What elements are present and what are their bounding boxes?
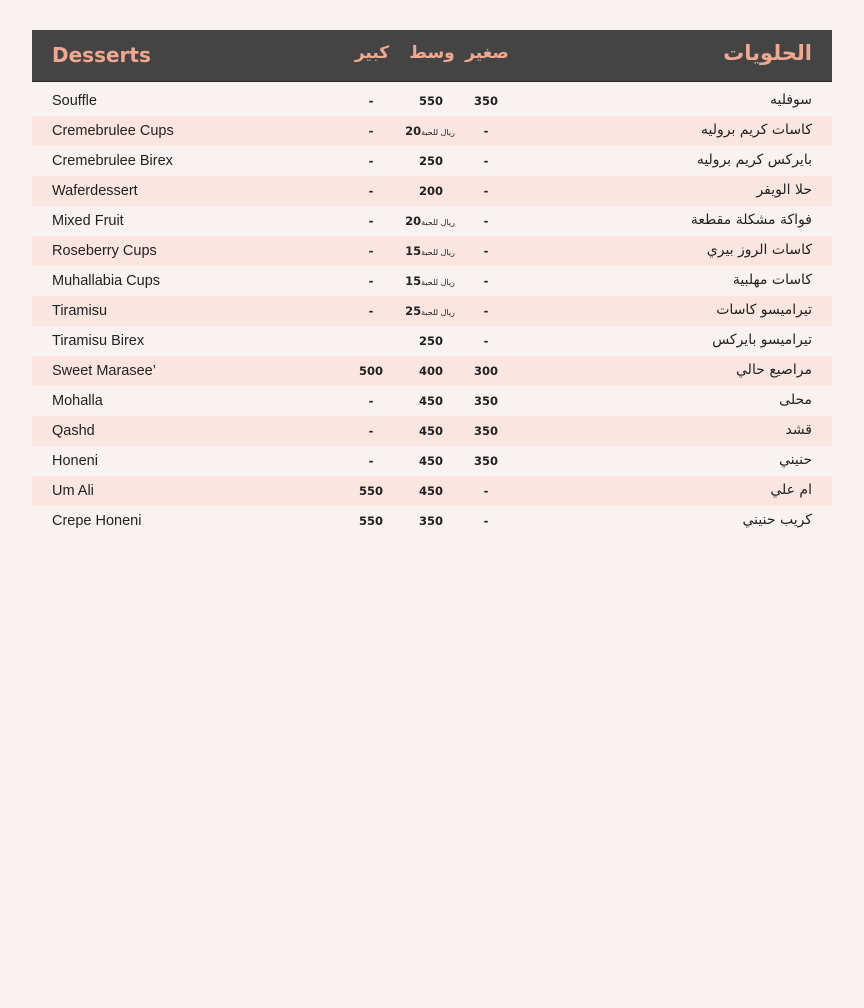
price-medium: 350	[418, 514, 443, 528]
price-small: 350	[473, 424, 498, 438]
price-medium: 250	[418, 334, 443, 348]
price-large: 500	[358, 364, 383, 378]
price-medium-value: 20	[405, 214, 422, 228]
price-small: -	[483, 244, 489, 258]
item-name-en: Souffle	[52, 93, 97, 109]
price-large: -	[368, 274, 374, 288]
price-medium: 550	[418, 94, 443, 108]
price-medium: 200	[418, 184, 443, 198]
menu-row	[32, 296, 832, 326]
menu-row	[32, 206, 832, 236]
item-name-en: Tiramisu Birex	[52, 333, 145, 349]
price-medium	[401, 274, 461, 288]
price-large: -	[368, 154, 374, 168]
item-name-en: Crepe Honeni	[52, 513, 142, 529]
price-unit: ريال للحبة	[421, 128, 455, 137]
item-name-en: Waferdessert	[52, 183, 138, 199]
price-medium: 450	[418, 394, 443, 408]
menu-row	[32, 176, 832, 206]
item-name-en: Honeni	[52, 453, 98, 469]
item-name-ar: حنيني	[779, 452, 812, 468]
item-name-ar: سوفليه	[769, 92, 812, 108]
price-small: -	[483, 154, 489, 168]
item-name-ar: قشد	[785, 422, 812, 438]
item-name-en: Tiramisu	[52, 303, 108, 319]
item-name-ar: مراصيع حالي	[736, 362, 812, 378]
price-medium-value: 15	[405, 244, 422, 258]
price-medium-value: 20	[405, 124, 422, 138]
menu-row	[32, 236, 832, 266]
price-medium: 400	[418, 364, 443, 378]
price-medium	[401, 124, 461, 138]
price-unit: ريال للحبة	[421, 278, 455, 287]
item-name-en: Mohalla	[52, 393, 103, 409]
menu-row	[32, 386, 832, 416]
price-medium: 450	[418, 424, 443, 438]
item-name-ar: كاسات كريم بروليه	[701, 122, 812, 138]
menu-row	[32, 326, 832, 356]
item-name-ar: محلى	[779, 392, 812, 408]
price-small: 350	[473, 454, 498, 468]
item-name-ar: كاسات الروز بيري	[706, 242, 812, 258]
price-medium-value: 25	[405, 304, 422, 318]
title-ar: الحلويات	[723, 41, 812, 65]
price-small: 350	[473, 94, 498, 108]
price-small: -	[483, 514, 489, 528]
price-medium-value: 15	[405, 274, 422, 288]
menu-row	[32, 116, 832, 146]
item-name-ar: تيراميسو كاسات	[716, 302, 812, 318]
item-name-en: Cremebrulee Birex	[52, 153, 173, 169]
item-name-en: Muhallabia Cups	[52, 273, 161, 289]
menu-row	[32, 86, 832, 116]
item-name-en: Cremebrulee Cups	[52, 123, 174, 139]
price-small: 350	[473, 394, 498, 408]
item-name-ar: فواكة مشكلة مقطعة	[690, 212, 812, 228]
price-medium: 450	[418, 454, 443, 468]
menu-row	[32, 446, 832, 476]
price-small: -	[483, 484, 489, 498]
dessert-menu	[32, 30, 832, 536]
item-name-ar: كاسات مهلبية	[732, 272, 812, 288]
item-name-en: Roseberry Cups	[52, 243, 157, 259]
price-small: -	[483, 184, 489, 198]
menu-row	[32, 506, 832, 536]
price-medium	[401, 244, 461, 258]
menu-row	[32, 476, 832, 506]
menu-row	[32, 416, 832, 446]
price-small: -	[483, 214, 489, 228]
item-name-en: Mixed Fruit	[52, 213, 124, 229]
price-large: 550	[358, 514, 383, 528]
price-large: -	[368, 244, 374, 258]
price-large: -	[368, 94, 374, 108]
item-name-en: Sweet Marasee’	[52, 363, 156, 379]
col-small-header: صغير	[465, 43, 509, 63]
price-large: -	[368, 124, 374, 138]
price-large: -	[368, 394, 374, 408]
price-medium	[401, 214, 461, 228]
price-small: -	[483, 124, 489, 138]
price-unit: ريال للحبة	[421, 218, 455, 227]
price-large: -	[368, 214, 374, 228]
price-small: -	[483, 274, 489, 288]
price-large: 550	[358, 484, 383, 498]
item-name-ar: ام علي	[770, 482, 812, 498]
item-name-en: Qashd	[52, 423, 95, 439]
price-large: -	[368, 454, 374, 468]
item-name-ar: تيراميسو بايركس	[712, 332, 812, 348]
price-large: -	[368, 304, 374, 318]
price-medium: 450	[418, 484, 443, 498]
price-small: -	[483, 304, 489, 318]
price-medium	[401, 304, 461, 318]
price-unit: ريال للحبة	[421, 248, 455, 257]
price-medium: 250	[418, 154, 443, 168]
menu-rows	[32, 86, 832, 536]
menu-header	[32, 30, 832, 82]
menu-row	[32, 146, 832, 176]
price-large: -	[368, 184, 374, 198]
price-large: -	[368, 424, 374, 438]
col-large-header: كبير	[354, 43, 390, 63]
menu-row	[32, 266, 832, 296]
col-medium-header: وسط	[409, 43, 455, 63]
item-name-en: Um Ali	[52, 483, 94, 499]
price-small: 300	[473, 364, 498, 378]
item-name-ar: كريب حنيني	[742, 512, 812, 528]
title-en: Desserts	[52, 43, 151, 67]
price-small: -	[483, 334, 489, 348]
item-name-ar: بايركس كريم بروليه	[696, 152, 812, 168]
item-name-ar: حلا الويفر	[756, 182, 812, 198]
menu-row	[32, 356, 832, 386]
price-unit: ريال للحبة	[421, 308, 455, 317]
